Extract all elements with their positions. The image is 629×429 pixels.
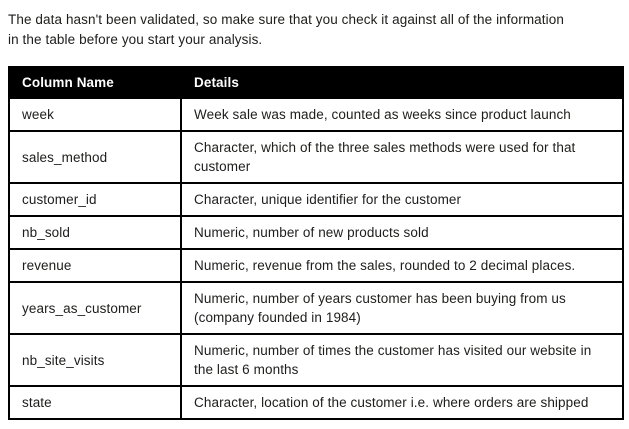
- column-details-cell: Character, location of the customer i.e. where orders are shipped: [181, 386, 623, 419]
- table-row: [9, 282, 623, 334]
- header-details: Details: [181, 67, 623, 98]
- column-name-cell: customer_id: [9, 183, 181, 216]
- column-name-cell: nb_site_visits: [9, 334, 181, 386]
- table-row: [9, 249, 623, 282]
- column-name-cell: week: [9, 98, 181, 131]
- table-row: [9, 386, 623, 419]
- column-details-cell: Numeric, number of times the customer has visited our website in the last 6 months: [181, 334, 623, 386]
- intro-paragraph: [8, 10, 621, 50]
- table-body: [9, 98, 623, 419]
- table-row: [9, 216, 623, 249]
- column-details-cell: Character, unique identifier for the customer: [181, 183, 623, 216]
- table-header: [9, 67, 623, 98]
- column-name-cell: state: [9, 386, 181, 419]
- column-name-cell: revenue: [9, 249, 181, 282]
- header-column-name: Column Name: [9, 67, 181, 98]
- column-details-cell: Week sale was made, counted as weeks since product launch: [181, 98, 623, 131]
- table-row: [9, 98, 623, 131]
- table-row: [9, 183, 623, 216]
- table-header-row: [9, 67, 623, 98]
- table-row: [9, 334, 623, 386]
- column-details-cell: Character, which of the three sales methods were used for that customer: [181, 131, 623, 183]
- intro-line-1: The data hasn't been validated, so make sure that you check it against all of the information: [8, 12, 564, 27]
- column-name-cell: sales_method: [9, 131, 181, 183]
- intro-line-2: in the table before you start your analysis.: [8, 32, 263, 47]
- data-dictionary-table: [8, 66, 624, 420]
- column-name-cell: years_as_customer: [9, 282, 181, 334]
- column-details-cell: Numeric, number of years customer has been buying from us (company founded in 1984): [181, 282, 623, 334]
- column-details-cell: Numeric, revenue from the sales, rounded to 2 decimal places.: [181, 249, 623, 282]
- column-details-cell: Numeric, number of new products sold: [181, 216, 623, 249]
- column-name-cell: nb_sold: [9, 216, 181, 249]
- table-row: [9, 131, 623, 183]
